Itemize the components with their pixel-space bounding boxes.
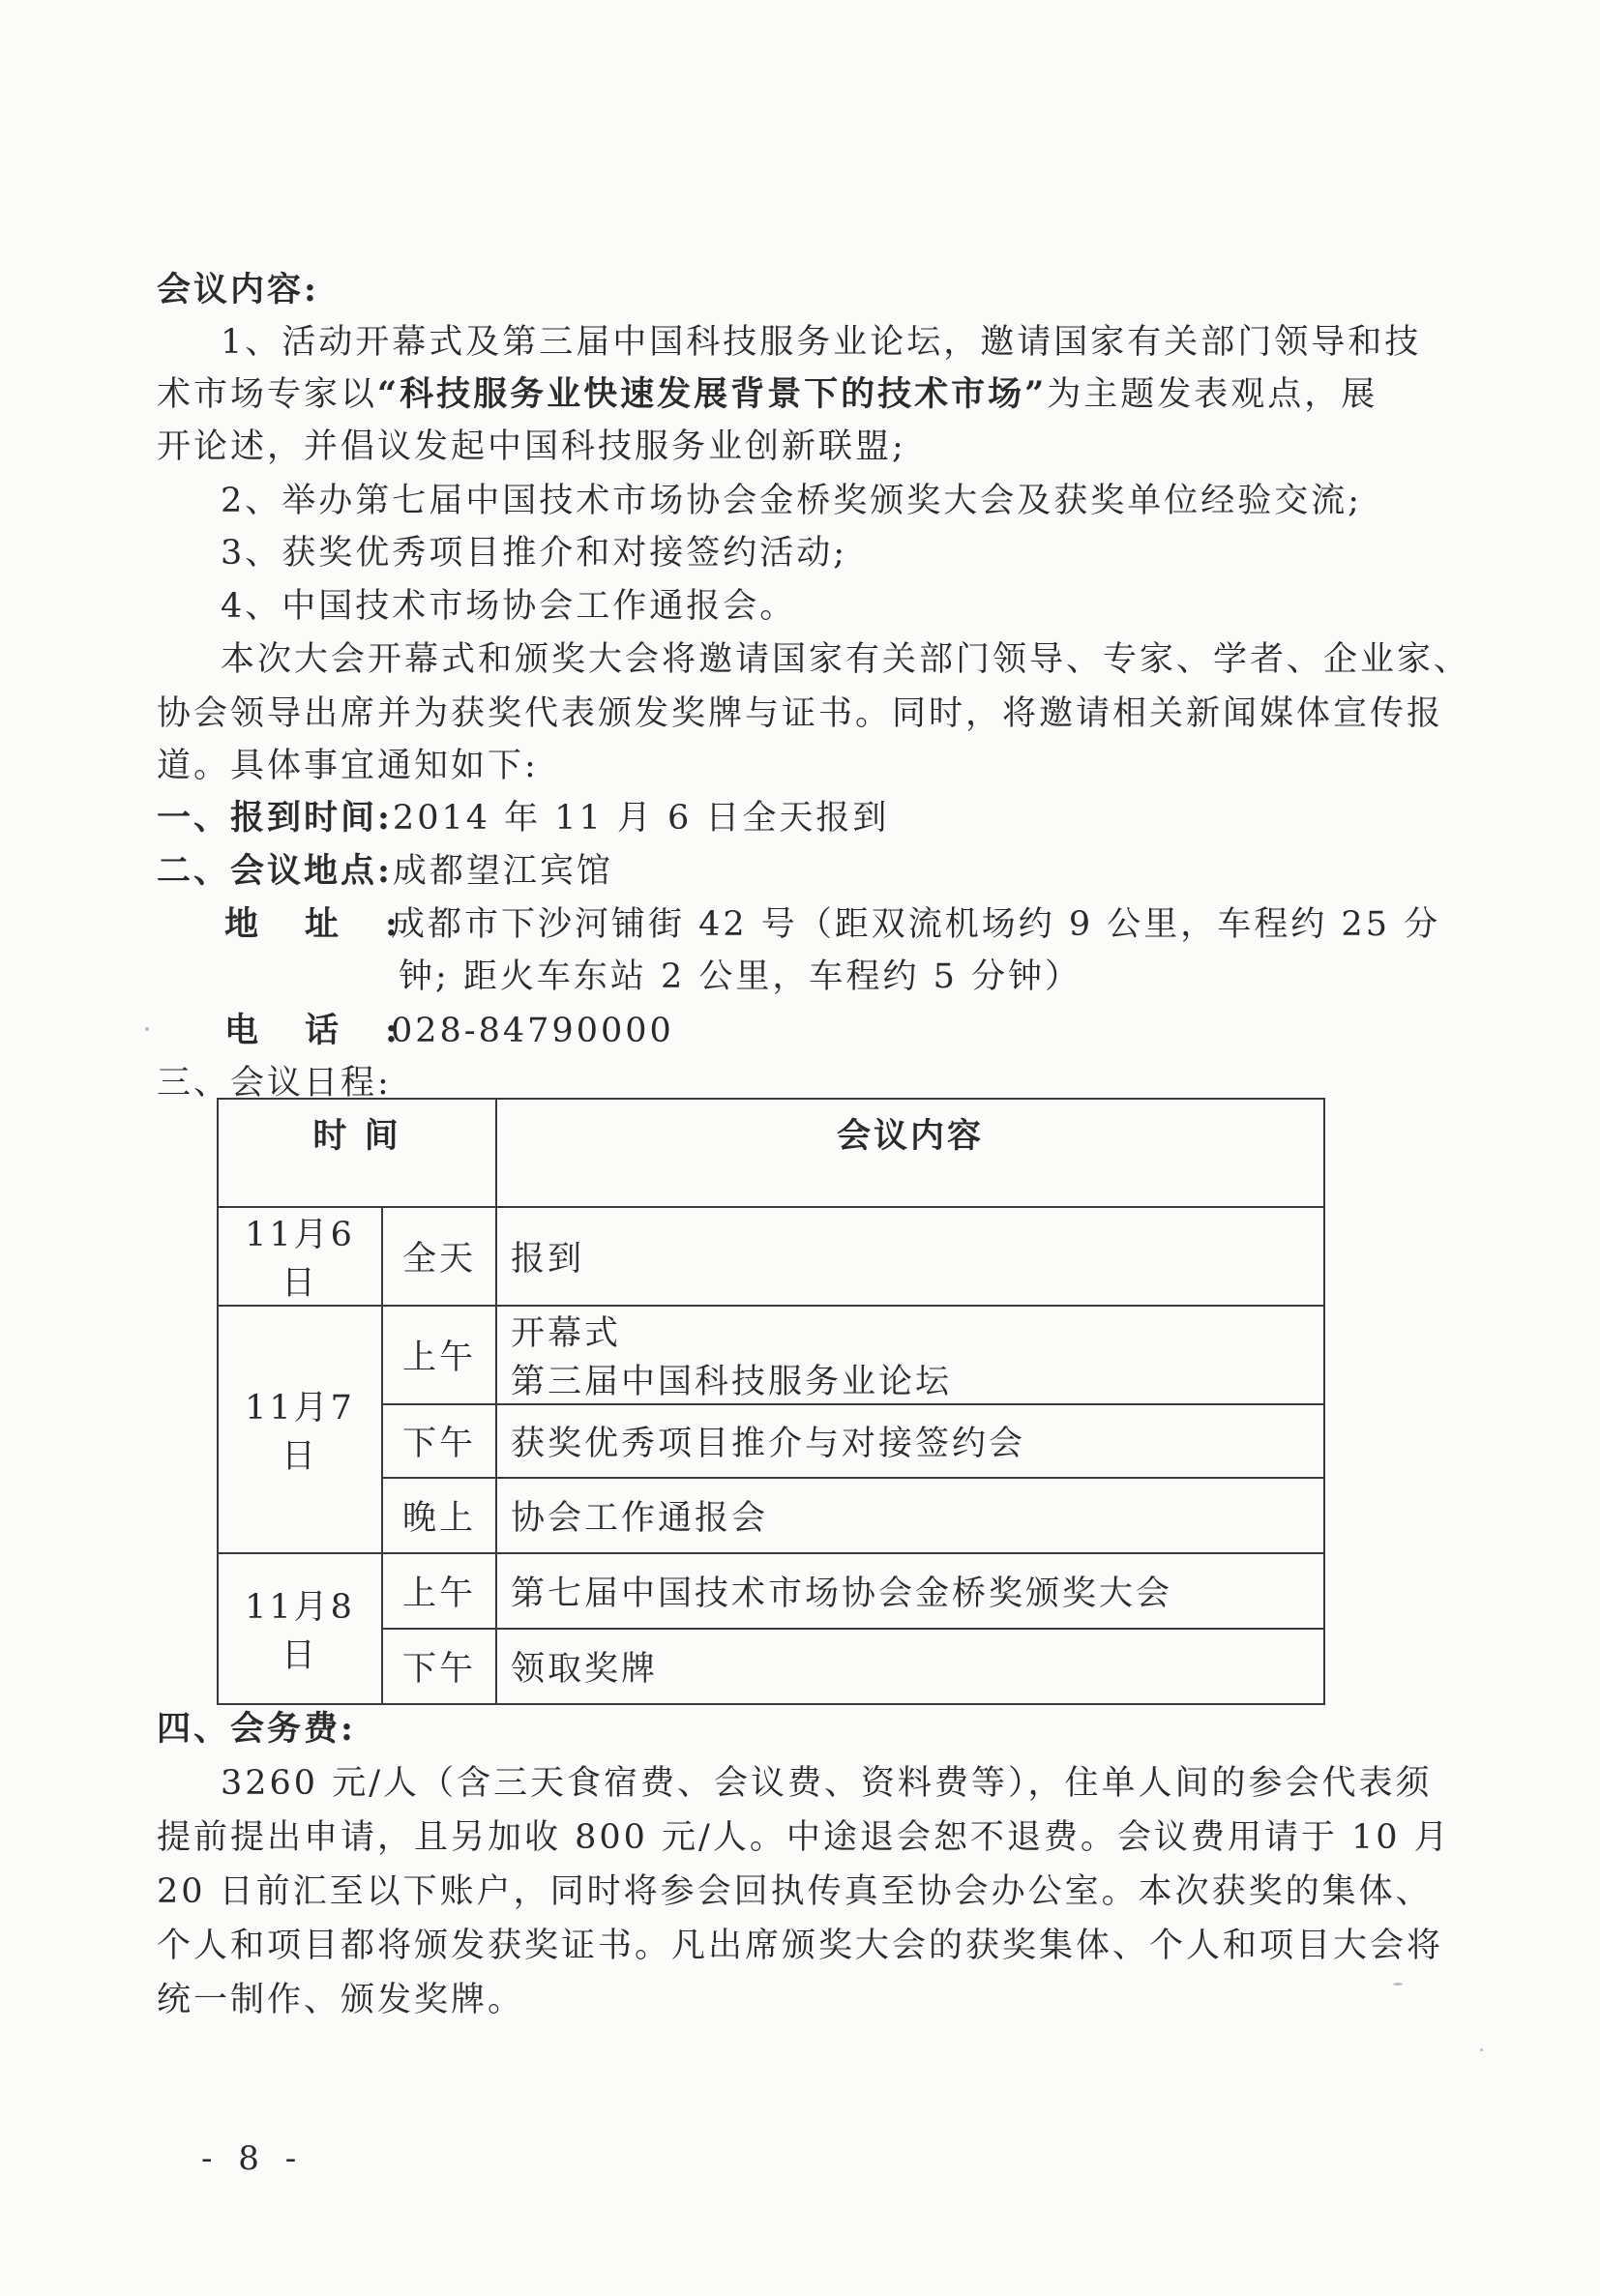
schedule-header-row bbox=[218, 1099, 1324, 1207]
header-time: 时 间 bbox=[218, 1099, 496, 1207]
content-cell: 报到 bbox=[496, 1207, 1324, 1306]
item-1-line-2 bbox=[157, 368, 1378, 422]
intro-line-1: 本次大会开幕式和颁奖大会将邀请国家有关部门领导、专家、学者、企业家、 bbox=[221, 640, 1471, 679]
item-2: 2、举办第七届中国技术市场协会金桥奖颁奖大会及获奖单位经验交流; bbox=[221, 482, 1363, 520]
content-cell: 第七届中国技术市场协会金桥奖颁奖大会 bbox=[496, 1553, 1324, 1629]
venue-value: 成都望江宾馆 bbox=[392, 852, 613, 891]
scan-speck bbox=[145, 1027, 149, 1031]
content-cell: 领取奖牌 bbox=[496, 1629, 1324, 1704]
part-cell: 全天 bbox=[382, 1207, 496, 1306]
table-row bbox=[218, 1404, 1324, 1478]
fees-line-4: 个人和项目都将颁发获奖证书。凡出席颁奖大会的获奖集体、个人和项目大会将 bbox=[157, 1927, 1444, 1965]
item-3: 3、获奖优秀项目推介和对接签约活动; bbox=[221, 534, 848, 573]
venue-label: 二、会议地点: bbox=[157, 851, 393, 891]
phone-label: 电话: bbox=[224, 1011, 444, 1050]
date-cell: 11月8日 bbox=[218, 1553, 382, 1704]
header-content: 会议内容 bbox=[496, 1099, 1324, 1207]
item-4: 4、中国技术市场协会工作通报会。 bbox=[221, 587, 797, 626]
schedule-table bbox=[217, 1098, 1325, 1705]
registration-label: 一、报到时间: bbox=[157, 798, 393, 838]
intro-line-3: 道。具体事宜通知如下: bbox=[157, 747, 539, 785]
date-cell: 11月6日 bbox=[218, 1207, 382, 1306]
part-cell: 下午 bbox=[382, 1404, 496, 1478]
fees-line-2: 提前提出申请，且另加收 800 元/人。中途退会恕不退费。会议费用请于 10 月 bbox=[157, 1818, 1451, 1857]
part-cell: 上午 bbox=[382, 1553, 496, 1629]
part-cell: 上午 bbox=[382, 1306, 496, 1404]
fees-line-5: 统一制作、颁发奖牌。 bbox=[157, 1981, 525, 2019]
registration-line bbox=[157, 791, 1356, 845]
page-number: - 8 - bbox=[201, 2139, 305, 2178]
registration-value: 2014 年 11 月 6 日全天报到 bbox=[392, 799, 890, 838]
item-1-suffix: 为主题发表观点，展 bbox=[1047, 375, 1378, 414]
venue-line bbox=[157, 844, 1356, 898]
part-cell: 下午 bbox=[382, 1629, 496, 1704]
table-row bbox=[218, 1207, 1324, 1306]
content-line: 第三届中国科技服务业论坛 bbox=[511, 1363, 953, 1401]
address-line-2: 钟; 距火车东站 2 公里，车程约 5 分钟） bbox=[399, 957, 1081, 996]
item-1-theme-quote: “科技服务业快速发展背景下的技术市场” bbox=[377, 374, 1048, 414]
date-cell: 11月7日 bbox=[218, 1306, 382, 1553]
fees-line-3: 20 日前汇至以下账户，同时将参会回执传真至协会办公室。本次获奖的集体、 bbox=[157, 1872, 1433, 1911]
content-cell bbox=[496, 1306, 1324, 1404]
content-cell: 协会工作通报会 bbox=[496, 1478, 1324, 1553]
phone-line bbox=[224, 1004, 1424, 1058]
part-cell: 晚上 bbox=[382, 1478, 496, 1553]
section-heading: 会议内容: bbox=[157, 270, 319, 309]
table-row bbox=[218, 1629, 1324, 1704]
scan-speck bbox=[1480, 2048, 1483, 2051]
schedule-heading: 三、会议日程: bbox=[157, 1064, 392, 1103]
item-1-line-1: 1、活动开幕式及第三届中国科技服务业论坛，邀请国家有关部门领导和技 bbox=[221, 323, 1422, 362]
scan-speck bbox=[1393, 1983, 1403, 1986]
address-line-1 bbox=[224, 898, 1441, 952]
content-line: 开幕式 bbox=[511, 1314, 622, 1353]
phone-value: 028-84790000 bbox=[391, 1012, 674, 1050]
fees-heading: 四、会务费: bbox=[157, 1709, 356, 1749]
table-row bbox=[218, 1306, 1324, 1404]
content-cell: 获奖优秀项目推介与对接签约会 bbox=[496, 1404, 1324, 1478]
table-row bbox=[218, 1478, 1324, 1553]
address-label: 地址: bbox=[224, 904, 444, 944]
item-1-prefix: 术市场专家以 bbox=[157, 375, 378, 414]
address-value-line-1: 成都市下沙河铺街 42 号（距双流机场约 9 公里，车程约 25 分 bbox=[391, 905, 1441, 944]
intro-line-2: 协会领导出席并为获奖代表颁发奖牌与证书。同时，将邀请相关新闻媒体宣传报 bbox=[157, 694, 1444, 733]
item-1-line-3: 开论述，并倡议发起中国科技服务业创新联盟; bbox=[157, 427, 906, 466]
fees-line-1: 3260 元/人（含三天食宿费、会议费、资料费等），住单人间的参会代表须 bbox=[221, 1764, 1433, 1803]
table-row bbox=[218, 1553, 1324, 1629]
